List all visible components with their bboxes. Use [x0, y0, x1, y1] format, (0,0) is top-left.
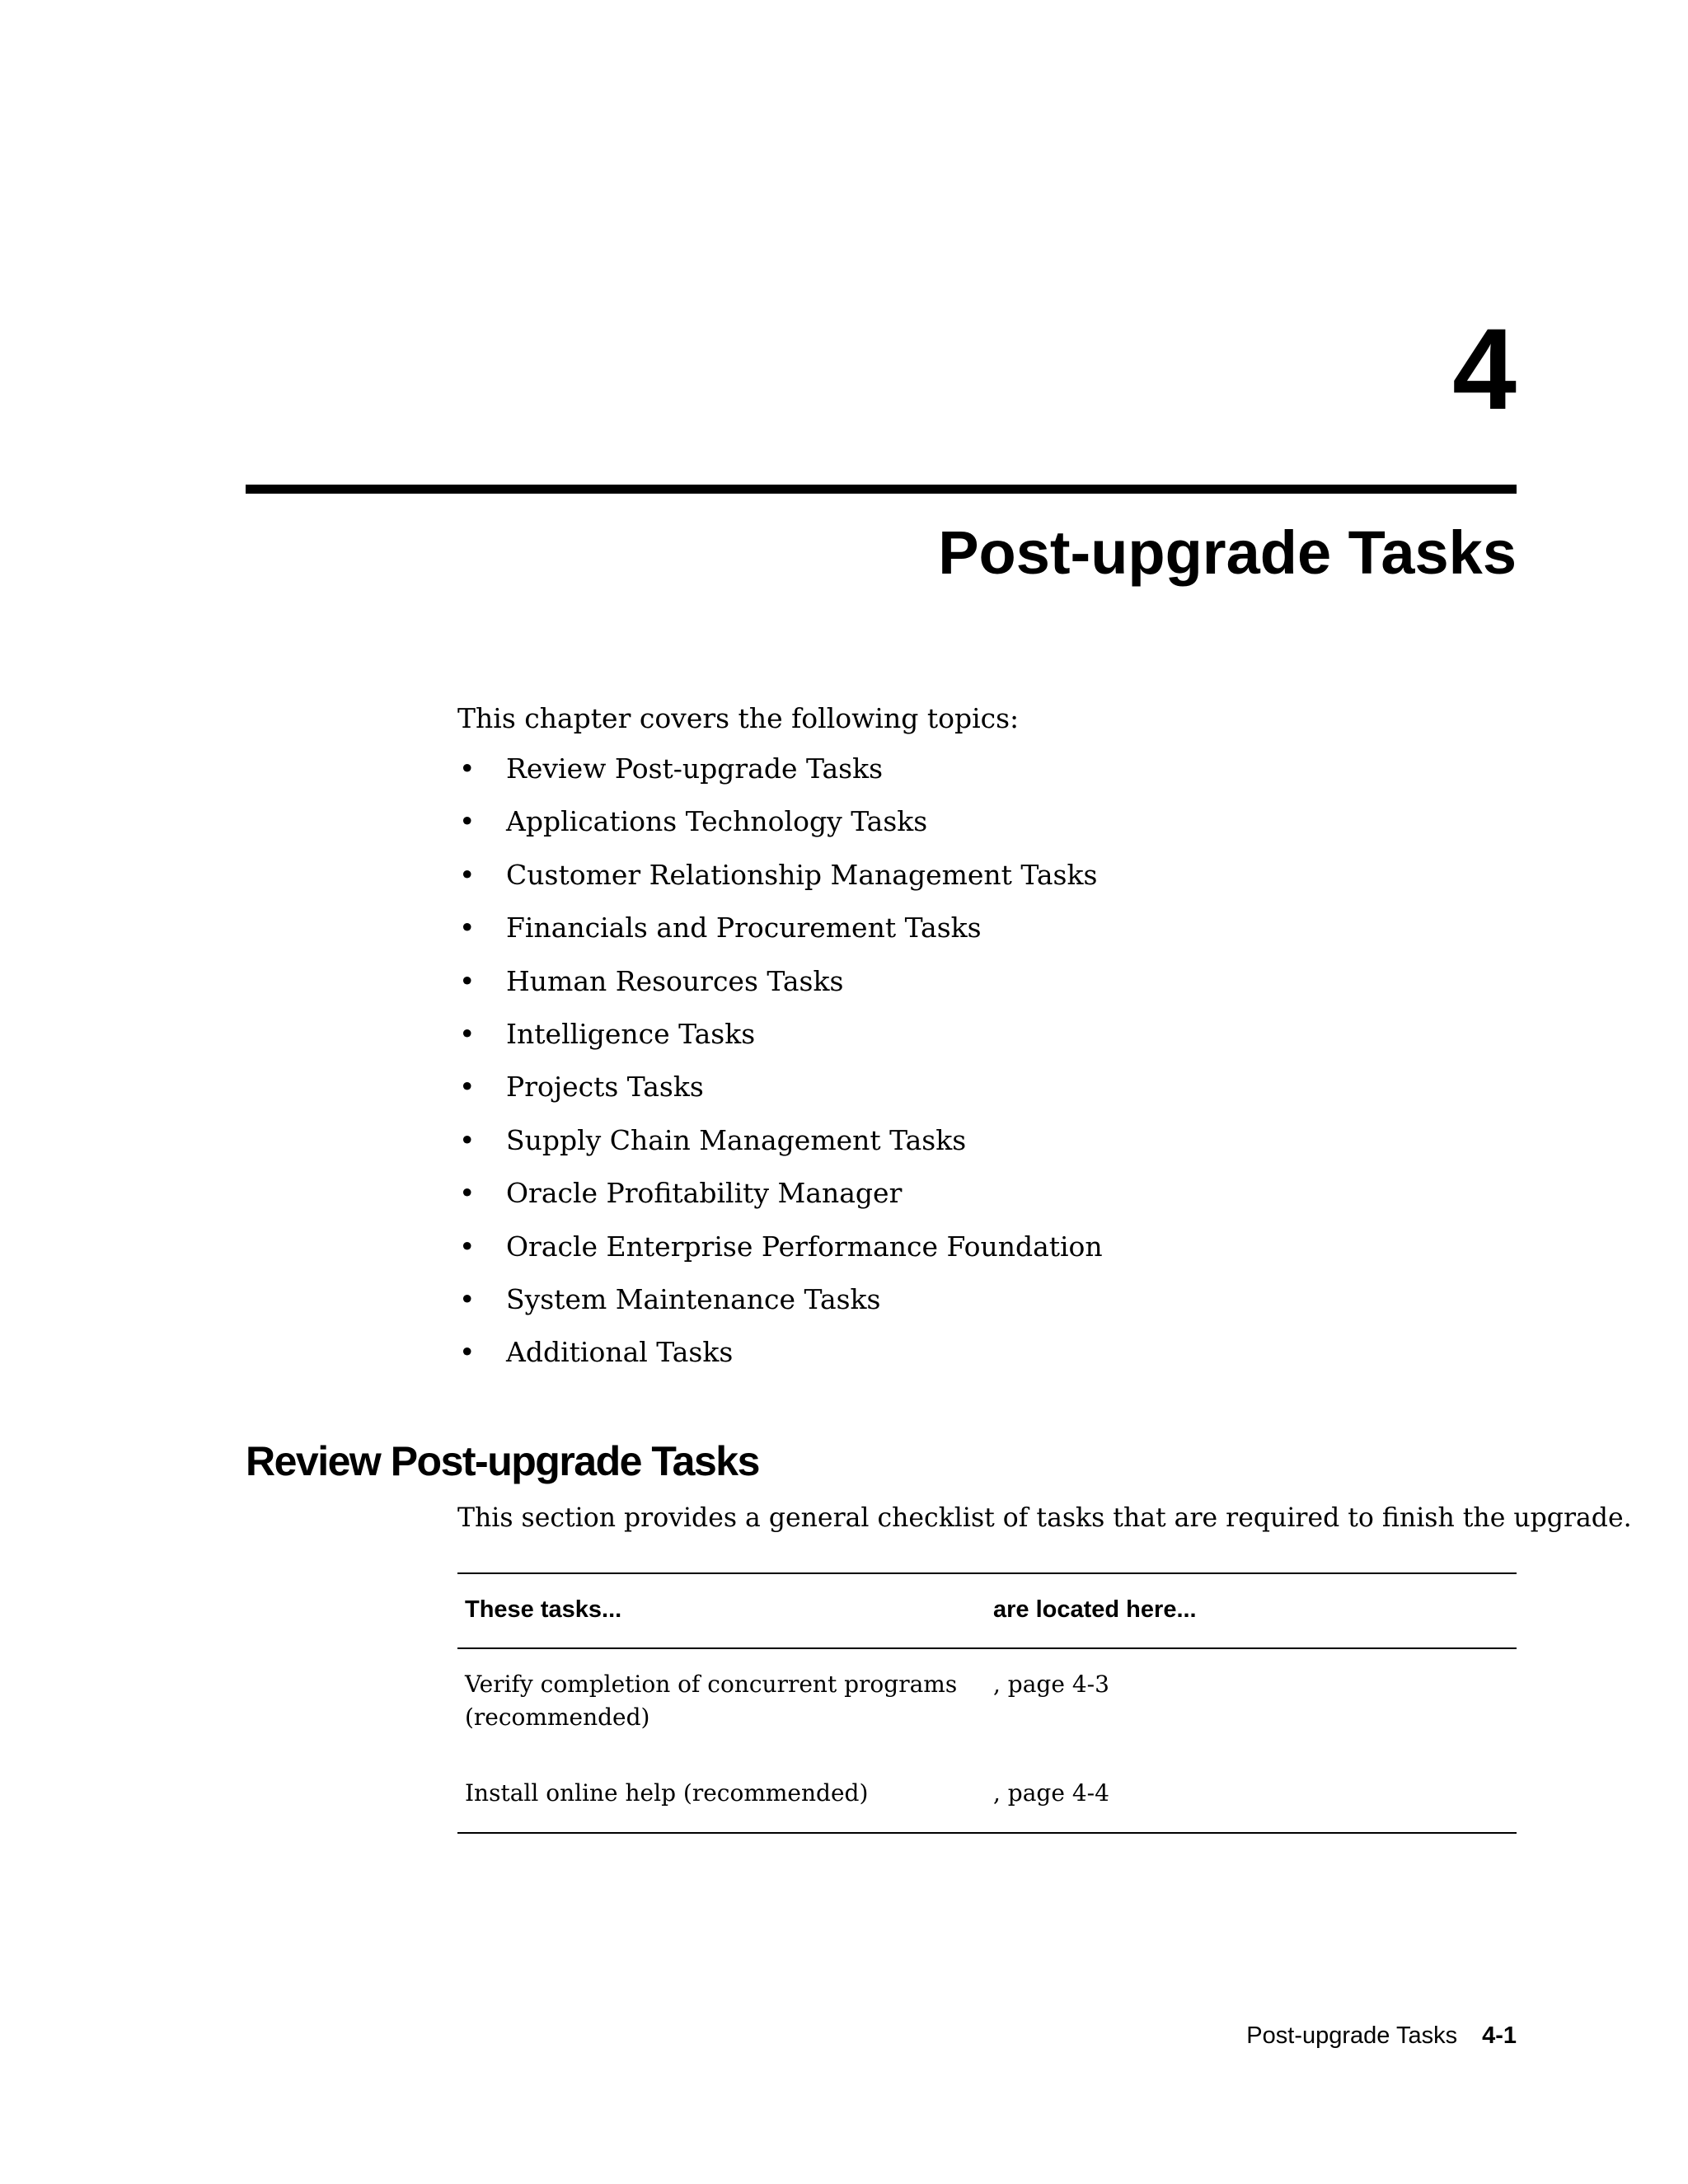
topic-label: Supply Chain Management Tasks: [506, 1123, 967, 1156]
topic-label: Additional Tasks: [506, 1336, 734, 1369]
table-bottom-rule: [457, 1832, 1517, 1834]
bullet-glyph: •: [459, 912, 476, 944]
topic-label: Oracle Profitability Manager: [506, 1177, 903, 1210]
table-cell-location[interactable]: , page 4-4: [993, 1779, 1109, 1807]
page-footer: [1246, 2022, 1517, 2050]
chapter-number: 4: [1452, 304, 1517, 434]
topic-label: Review Post-upgrade Tasks: [506, 752, 884, 785]
bullet-glyph: •: [459, 1177, 476, 1210]
footer-page-number: 4-1: [1482, 2022, 1517, 2049]
topic-label: System Maintenance Tasks: [506, 1282, 881, 1315]
bullet-glyph: •: [459, 858, 476, 891]
topic-label: Financials and Procurement Tasks: [506, 912, 982, 944]
bullet-glyph: •: [459, 964, 476, 997]
section-heading: Review Post-upgrade Tasks: [246, 1438, 759, 1484]
section-intro: This section provides a general checklist of tasks that are required to finish the upgrade.: [457, 1503, 1632, 1533]
topic-label: Customer Relationship Management Tasks: [506, 858, 1098, 891]
footer-title: Post-upgrade Tasks: [1246, 2022, 1458, 2049]
bullet-glyph: •: [459, 805, 476, 838]
bullet-glyph: •: [459, 1123, 476, 1156]
column-header-tasks: These tasks...: [465, 1596, 622, 1623]
table-top-rule: [457, 1572, 1517, 1574]
bullet-glyph: •: [459, 752, 476, 785]
table-header-rule: [457, 1647, 1517, 1649]
bullet-glyph: •: [459, 1336, 476, 1369]
bullet-glyph: •: [459, 1017, 476, 1050]
bullet-glyph: •: [459, 1230, 476, 1263]
chapter-title: Post-upgrade Tasks: [938, 518, 1517, 587]
topic-label: Intelligence Tasks: [506, 1017, 756, 1050]
topic-label: Oracle Enterprise Performance Foundation: [506, 1230, 1103, 1263]
bullet-glyph: •: [459, 1282, 476, 1315]
table-cell-task: Verify completion of concurrent programs (recommended): [465, 1671, 958, 1731]
table-cell-task: Install online help (recommended): [465, 1779, 869, 1807]
column-header-location: are located here...: [993, 1596, 1197, 1623]
intro-text: This chapter covers the following topics:: [457, 702, 1020, 734]
table-cell-location[interactable]: , page 4-3: [993, 1671, 1109, 1698]
topic-label: Human Resources Tasks: [506, 964, 844, 997]
chapter-rule: [246, 485, 1517, 494]
topic-label: Applications Technology Tasks: [506, 805, 928, 838]
topic-label: Projects Tasks: [506, 1071, 704, 1104]
bullet-glyph: •: [459, 1071, 476, 1104]
